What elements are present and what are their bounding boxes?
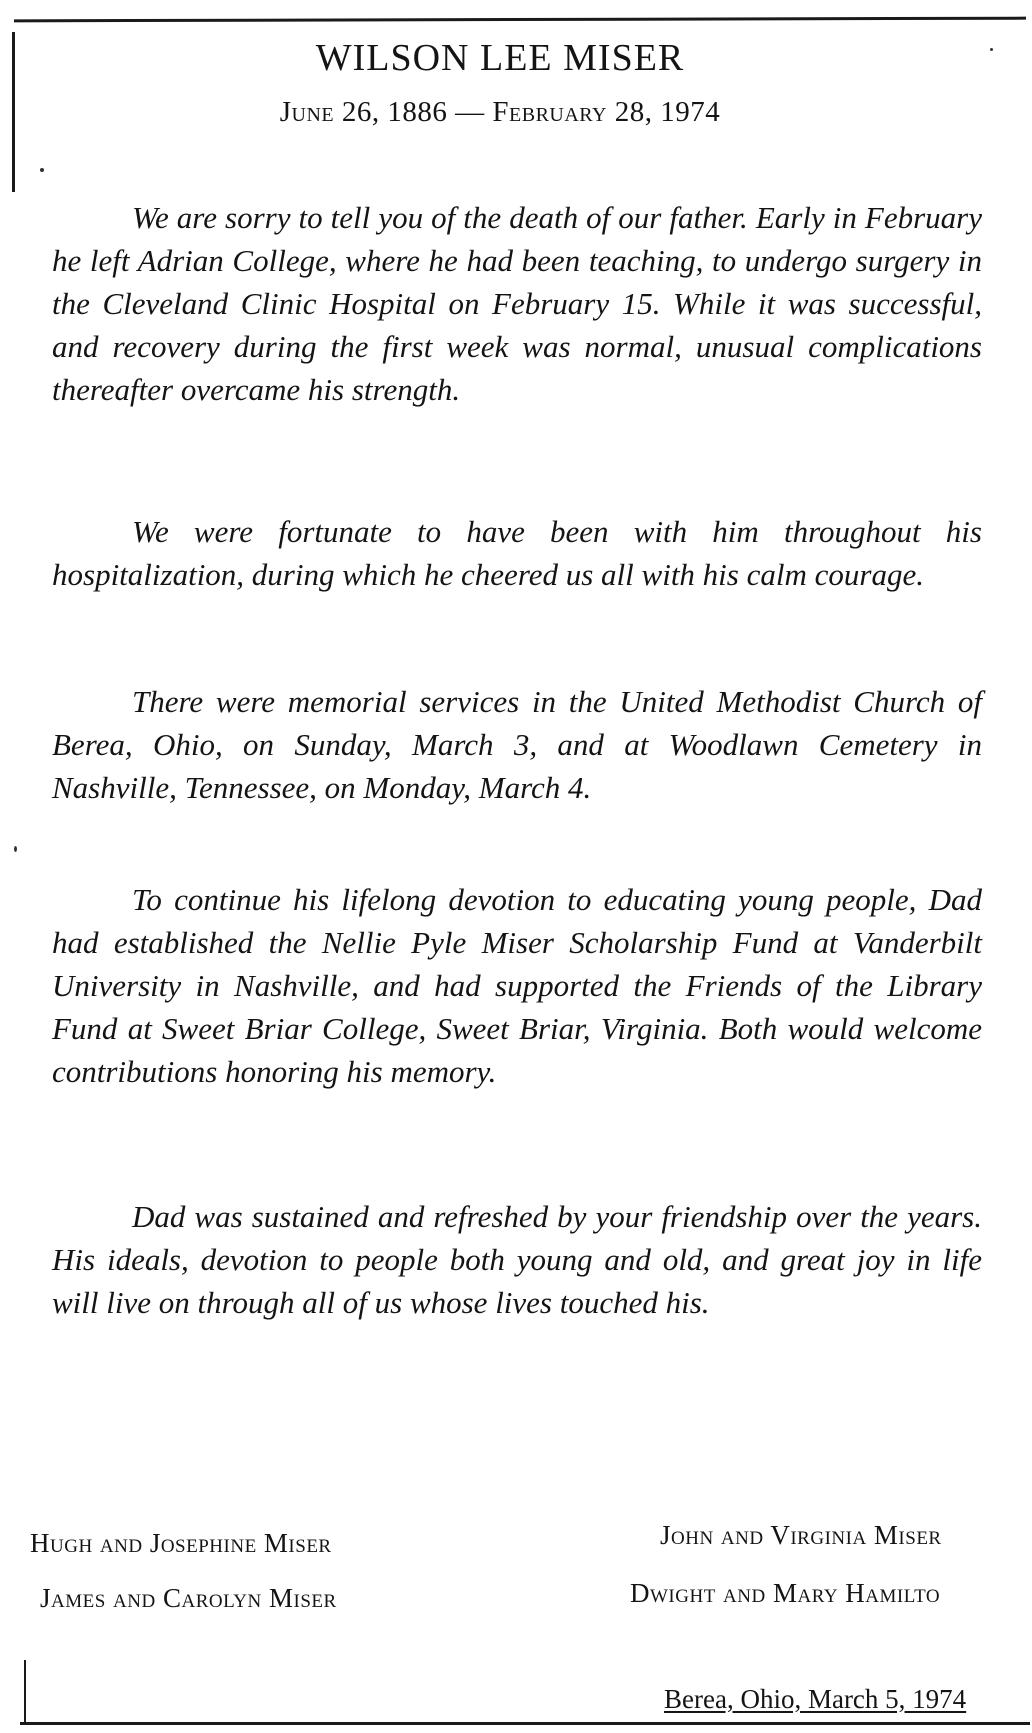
paragraph-hospitalization <box>52 510 982 596</box>
paragraph-text: To continue his lifelong devotion to educating young people, Dad had established the Nellie Pyle Miser Scholarship Fund at Vanderbilt University in Nashville, and had supported the Friends of the Library Fund at Sweet Briar College, Sweet Briar, Virginia. Both would welcome contributions honoring his memory. <box>52 882 982 1089</box>
top-border-line <box>14 17 1026 23</box>
paragraph-text: There were memorial services in the United Methodist Church of Berea, Ohio, on Sunday, March 3, and at Woodlawn Cemetery in Nashville, Tennessee, on Monday, March 4. <box>52 684 982 805</box>
scan-speck <box>14 846 17 852</box>
paragraph-friendship <box>52 1195 982 1324</box>
scan-speck <box>40 168 44 172</box>
paragraph-death-notice <box>52 196 982 411</box>
paragraph-text: We were fortunate to have been with him throughout his hospitalization, during which he cheered us all with his calm courage. <box>52 514 982 592</box>
paragraph-scholarship <box>52 878 982 1093</box>
paragraph-text: We are sorry to tell you of the death of our father. Early in February he left Adrian College, where he had been teaching, to undergo surgery in the Cleveland Clinic Hospital on February 15. While it was successful, and recovery during the first week was normal, unusual complications thereafter overcame his strength. <box>52 200 982 407</box>
bottom-border-line <box>20 1722 1030 1725</box>
signature-right-1: John and Virginia Miser <box>660 1520 942 1550</box>
paragraph-memorial-services <box>52 680 982 809</box>
paragraph-text: Dad was sustained and refreshed by your friendship over the years. His ideals, devotion to people both young and old, and great joy in life will live on through all of us whose lives touched his. <box>52 1199 982 1320</box>
signature-left-1: Hugh and Josephine Miser <box>30 1528 332 1558</box>
deceased-name: WILSON LEE MISER <box>315 37 685 79</box>
signature-left-2: James and Carolyn Miser <box>40 1583 337 1613</box>
place-and-date: Berea, Ohio, March 5, 1974 <box>664 1684 967 1714</box>
life-dates: June 26, 1886 — February 28, 1974 <box>279 96 721 128</box>
signature-right-2: Dwight and Mary Hamilto <box>630 1578 941 1608</box>
left-border-mark-bottom <box>24 1660 26 1722</box>
